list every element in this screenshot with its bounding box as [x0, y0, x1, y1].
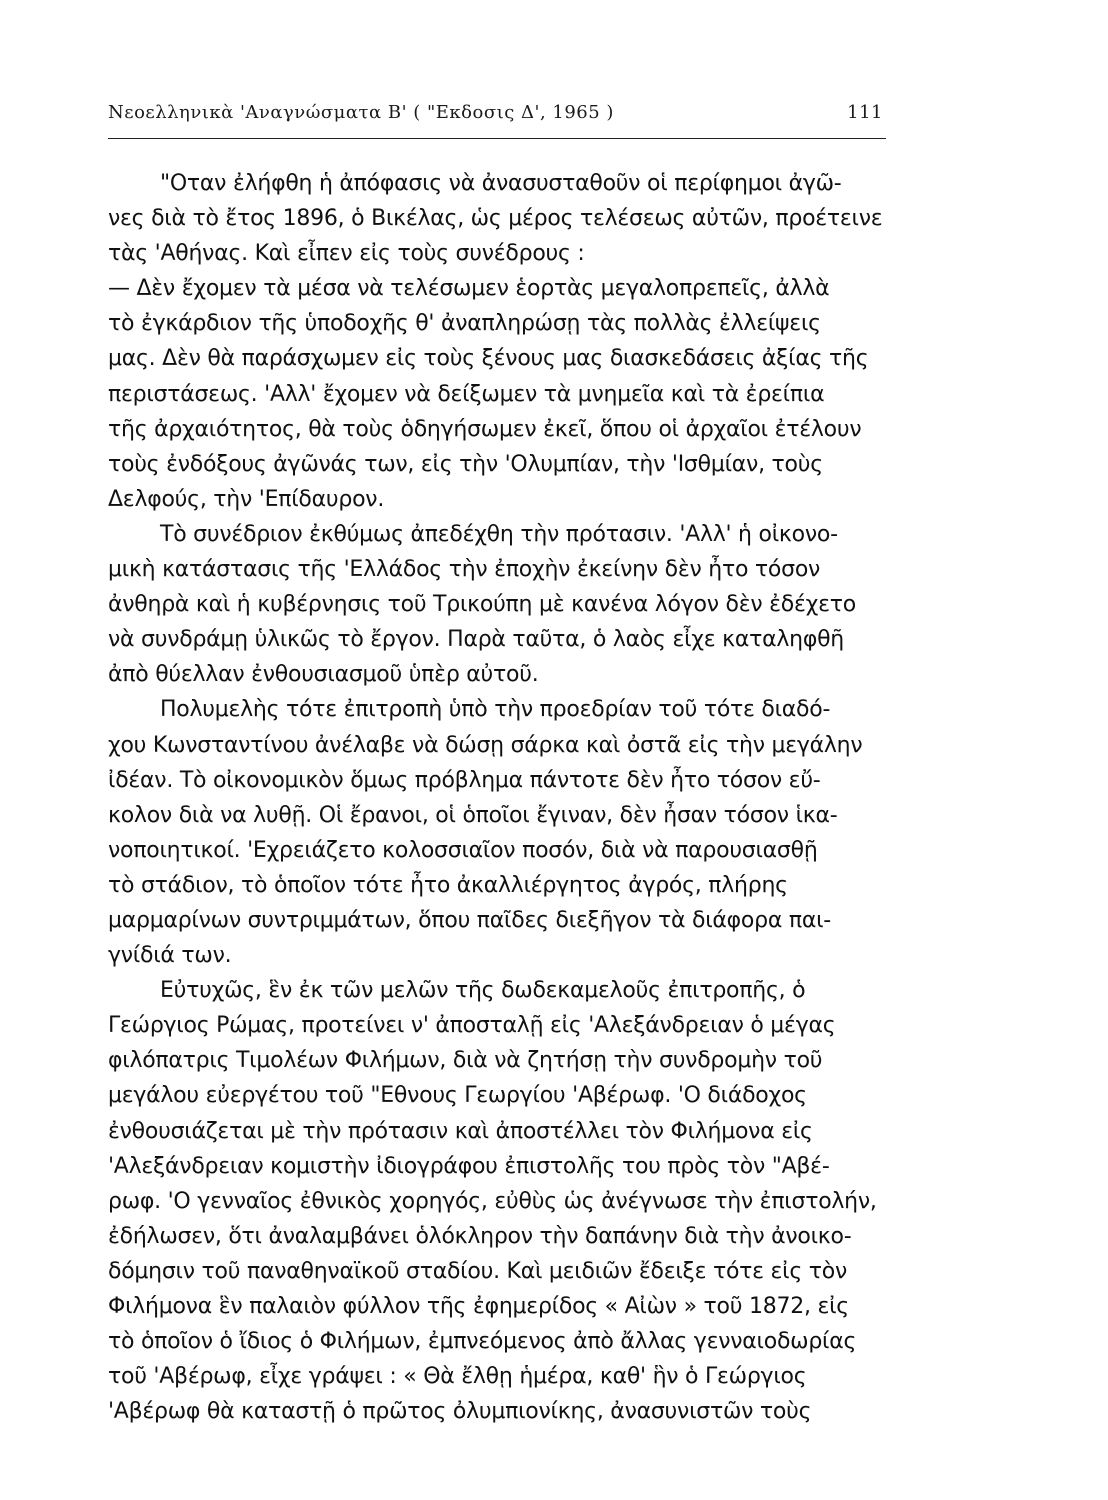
- page-number: 111: [847, 102, 883, 123]
- text-line: Γεώργιος Ρώμας, προτείνει ν' ἀποσταλῇ εἰς 'Αλεξάνδρειαν ὁ μέγας: [108, 1013, 836, 1039]
- text-line: τῆς ἀρχαιότητος, θὰ τοὺς ὁδηγήσωμεν ἐκεῖ, ὅπου οἱ ἀρχαῖοι ἐτέλουν: [108, 416, 862, 442]
- text-line: μικὴ κατάστασις τῆς 'Ελλάδος τὴν ἐποχὴν ἐκείνην δὲν ἦτο τόσον: [108, 557, 821, 583]
- text-line: ἐνθουσιάζεται μὲ τὴν πρότασιν καὶ ἀποστέλλει τὸν Φιλήμονα εἰς: [108, 1118, 813, 1144]
- header-title: Νεοελληνικὰ 'Αναγνώσματα Β' ( "Εκδοσις Δ', 1965 ): [108, 102, 614, 123]
- text-line: Φιλήμονα ἓν παλαιὸν φύλλον τῆς ἐφημερίδος « Αἰὼν » τοῦ 1872, εἰς: [108, 1294, 849, 1319]
- text-line: μεγάλου εὐεργέτου τοῦ "Εθνους Γεωργίου 'Αβέρωφ. 'Ο διάδοχος: [108, 1083, 807, 1109]
- text-line: χου Κωνσταντίνου ἀνέλαβε νὰ δώσῃ σάρκα καὶ ὀστᾶ εἰς τὴν μεγάλην: [108, 732, 863, 758]
- text-line: Εὐτυχῶς, ἓν ἐκ τῶν μελῶν τῆς δωδεκαμελοῦς ἐπιτροπῆς, ὁ: [160, 978, 806, 1004]
- text-line: γνίδιά των.: [108, 943, 232, 969]
- text-line: τοὺς ἐνδόξους ἀγῶνάς των, εἰς τὴν 'Ολυμπίαν, τὴν 'Ισθμίαν, τοὺς: [108, 451, 823, 477]
- text-line: Τὸ συνέδριον ἐκθύμως ἀπεδέχθη τὴν πρότασιν. 'Αλλ' ἡ οἰκονο-: [160, 521, 838, 547]
- text-line: Δελφούς, τὴν 'Επίδαυρον.: [108, 486, 385, 512]
- text-line: ἰδέαν. Τὸ οἰκονομικὸν ὅμως πρόβλημα πάντοτε δὲν ἦτο τόσον εὔ-: [108, 767, 821, 793]
- text-line: μαρμαρίνων συντριμμάτων, ὅπου παῖδες διεξῆγον τὰ διάφορα παι-: [108, 907, 831, 933]
- text-line: φιλόπατρις Τιμολέων Φιλήμων, διὰ νὰ ζητήσῃ τὴν συνδρομὴν τοῦ: [108, 1048, 823, 1074]
- text-line: 'Αλεξάνδρειαν κομιστὴν ἰδιογράφου ἐπιστολῆς του πρὸς τὸν "Αβέ-: [108, 1153, 830, 1179]
- text-line: Πολυμελὴς τότε ἐπιτροπὴ ὑπὸ τὴν προεδρίαν τοῦ τότε διαδό-: [160, 697, 831, 723]
- text-line: ρωφ. 'Ο γενναῖος ἐθνικὸς χορηγός, εὐθὺς ὡς ἀνέγνωσε τὴν ἐπιστολήν,: [108, 1188, 877, 1214]
- text-line: — Δὲν ἔχομεν τὰ μέσα νὰ τελέσωμεν ἑορτὰς μεγαλοπρεπεῖς, ἀλλὰ: [108, 276, 830, 302]
- text-line: τὸ ἐγκάρδιον τῆς ὑποδοχῆς θ' ἀναπληρώσῃ τὰς πολλὰς ἐλλείψεις: [108, 311, 821, 337]
- header-rule: [108, 138, 886, 139]
- text-line: κολον διὰ να λυθῇ. Οἱ ἔρανοι, οἱ ὁποῖοι ἔγιναν, δὲν ἦσαν τόσον ἱκα-: [108, 802, 838, 828]
- text-line: ἀπὸ θύελλαν ἐνθουσιασμοῦ ὑπὲρ αὐτοῦ.: [108, 662, 539, 688]
- text-line: περιστάσεως. 'Αλλ' ἔχομεν νὰ δείξωμεν τὰ μνημεῖα καὶ τὰ ἐρείπια: [108, 381, 825, 407]
- text-line: ἀνθηρὰ καὶ ἡ κυβέρνησις τοῦ Τρικούπη μὲ κανένα λόγον δὲν ἐδέχετο: [108, 592, 856, 618]
- text-line: τὸ στάδιον, τὸ ὁποῖον τότε ἦτο ἀκαλλιέργητος ἀγρός, πλήρης: [108, 872, 788, 898]
- text-line: τὸ ὁποῖον ὁ ἴδιος ὁ Φιλήμων, ἐμπνεόμενος ἀπὸ ἄλλας γενναιοδωρίας: [108, 1329, 857, 1355]
- text-line: δόμησιν τοῦ παναθηναϊκοῦ σταδίου. Καὶ μειδιῶν ἔδειξε τότε εἰς τὸν: [108, 1258, 848, 1284]
- text-line: τὰς 'Αθήνας. Καὶ εἶπεν εἰς τοὺς συνέδρους :: [108, 241, 585, 267]
- text-line: ἐδήλωσεν, ὅτι ἀναλαμβάνει ὁλόκληρον τὴν δαπάνην διὰ τὴν ἀνοικο-: [108, 1223, 852, 1249]
- text-line: νοποιητικοί. 'Εχρειάζετο κολοσσιαῖον ποσόν, διὰ νὰ παρουσιασθῇ: [108, 837, 818, 863]
- running-header: [108, 102, 883, 132]
- text-line: τοῦ 'Αβέρωφ, εἶχε γράψει : « Θὰ ἔλθῃ ἡμέρα, καθ' ἣν ὁ Γεώργιος: [108, 1364, 807, 1390]
- text-line: 'Αβέρωφ θὰ καταστῇ ὁ πρῶτος ὀλυμπιονίκης, ἀνασυνιστῶν τοὺς: [108, 1399, 812, 1425]
- text-line: νες διὰ τὸ ἔτος 1896, ὁ Βικέλας, ὡς μέρος τελέσεως αὐτῶν, προέτεινε: [108, 206, 883, 232]
- text-line: μας. Δὲν θὰ παράσχωμεν εἰς τοὺς ξένους μας διασκεδάσεις ἀξίας τῆς: [108, 346, 869, 372]
- text-line: "Οταν ἐλήφθη ἡ ἀπόφασις νὰ ἀνασυσταθοῦν οἱ περίφημοι ἀγῶ-: [160, 171, 842, 196]
- text-line: νὰ συνδράμῃ ὑλικῶς τὸ ἔργον. Παρὰ ταῦτα, ὁ λαὸς εἶχε καταληφθῆ: [108, 627, 844, 653]
- body-text: [108, 166, 928, 1429]
